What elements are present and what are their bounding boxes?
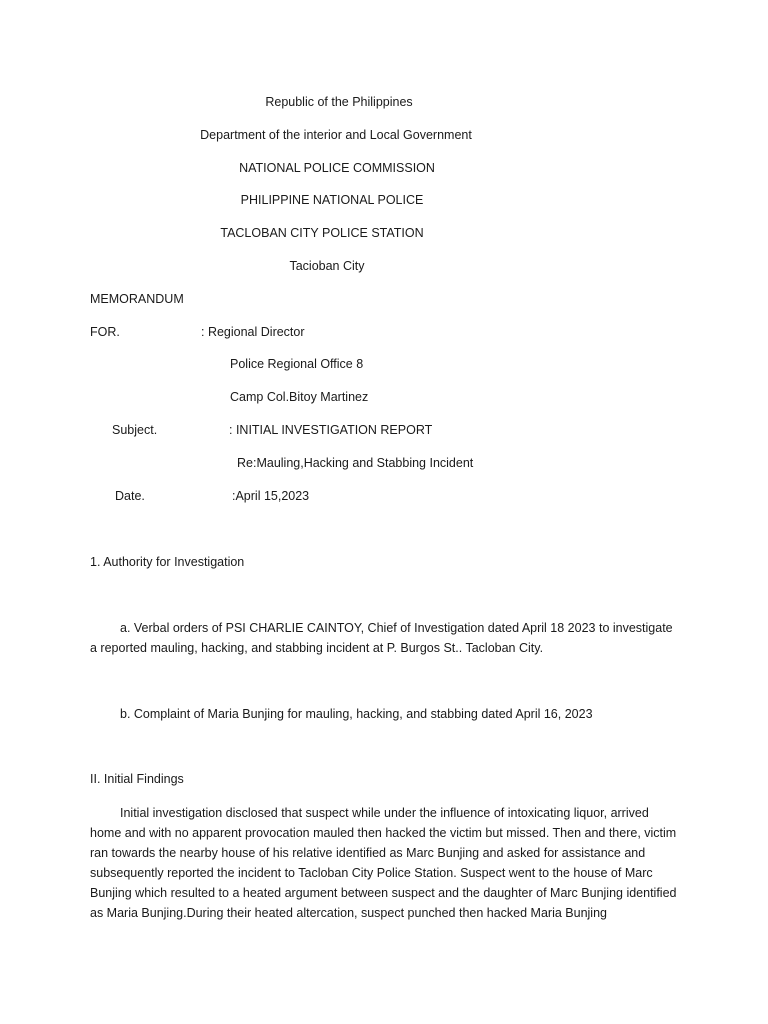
section2-heading: II. Initial Findings [90, 772, 184, 786]
header-republic: Republic of the Philippines [265, 95, 413, 109]
section2-paragraph [90, 803, 682, 923]
section1-item-a-text: a. Verbal orders of PSI CHARLIE CAINTOY, Chief of Investigation dated April 18 2023 to investigate a reported mauling, hacking, and stabbing incident at P. Burgos St.. Tacloban City. [90, 621, 673, 655]
section2-paragraph-text: Initial investigation disclosed that suspect while under the influence of intoxicating liquor, arrived home and with no apparent provocation mauled then hacked the victim but missed. Then and there, victim ran towards the nearby house of his relative identified as Marc Bunjing and asked for assistance and subsequently reported the incident to Tacloban City Police Station. Suspect went to the house of Marc Bunjing which resulted to a heated argument between suspect and the daughter of Marc Bunjing identified as Maria Bunjing.During their heated altercation, suspect punched then hacked Maria Bunjing [90, 806, 677, 920]
header-department: Department of the interior and Local Government [200, 128, 472, 142]
memo-for-camp: Camp Col.Bitoy Martinez [230, 390, 369, 404]
memo-date-label: Date. [115, 489, 145, 503]
section1-heading: 1. Authority for Investigation [90, 555, 245, 569]
memo-date-value: :April 15,2023 [232, 489, 310, 503]
section1-item-a [90, 618, 682, 658]
memo-for-recipient: : Regional Director [201, 325, 305, 339]
memo-subject-re: Re:Mauling,Hacking and Stabbing Incident [237, 456, 474, 470]
memo-subject-title: : INITIAL INVESTIGATION REPORT [229, 423, 433, 437]
header-station: TACLOBAN CITY POLICE STATION [220, 226, 424, 240]
section1-item-b-text: b. Complaint of Maria Bunjing for mauling, hacking, and stabbing dated April 16, 2023 [120, 707, 593, 721]
header-napolcom: NATIONAL POLICE COMMISSION [239, 161, 435, 175]
header-city: Tacioban City [289, 259, 365, 273]
memo-subject-label: Subject. [112, 423, 158, 437]
memo-title: MEMORANDUM [90, 292, 184, 306]
memo-for-office: Police Regional Office 8 [230, 357, 364, 371]
memo-for-label: FOR. [90, 325, 120, 339]
header-pnp: PHILIPPINE NATIONAL POLICE [240, 193, 424, 207]
section1-item-b [90, 704, 682, 724]
